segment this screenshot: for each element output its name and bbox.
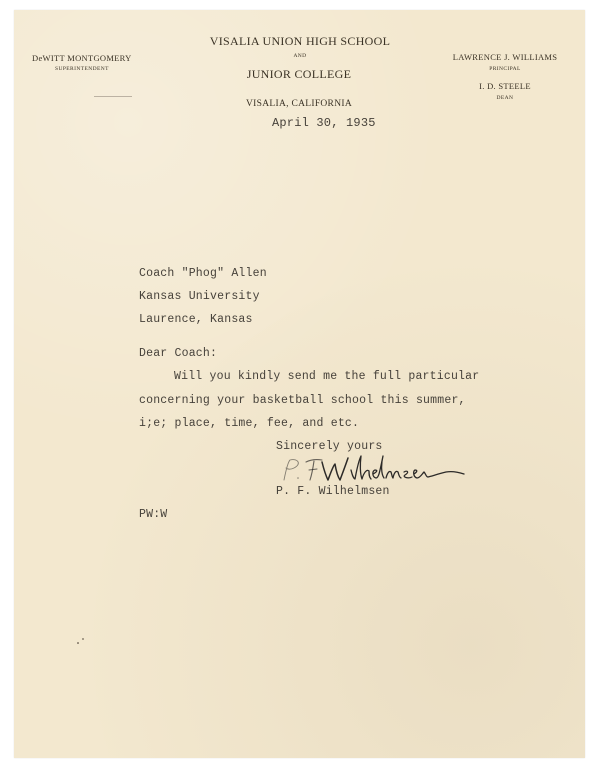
paper-speck	[82, 638, 84, 640]
letter-page	[14, 10, 585, 758]
letter-date: April 30, 1935	[272, 116, 376, 130]
paper-speck	[77, 642, 79, 644]
principal-name: LAWRENCE J. WILLIAMS	[452, 52, 558, 62]
reference-initials: PW:W	[139, 508, 168, 521]
recipient-line: Coach "Phog" Allen	[139, 267, 267, 280]
college-name: JUNIOR COLLEGE	[246, 67, 352, 81]
and-word: AND	[293, 53, 307, 59]
body-line: i;e; place, time, fee, and etc.	[139, 417, 360, 430]
body-line: Will you kindly send me the full particular	[174, 370, 480, 383]
recipient-line: Kansas University	[139, 290, 260, 303]
handwritten-signature	[276, 450, 476, 490]
school-name: VISALIA UNION HIGH SCHOOL	[209, 34, 391, 48]
principal-title: PRINCIPAL	[489, 66, 521, 72]
dean-title: DEAN	[496, 95, 514, 101]
typed-signature-name: P. F. Wilhelmsen	[276, 485, 390, 498]
superintendent-name: DeWITT MONTGOMERY	[32, 53, 132, 63]
superintendent-title: SUPERINTENDENT	[55, 66, 109, 72]
closing: Sincerely yours	[276, 440, 383, 453]
recipient-line: Laurence, Kansas	[139, 313, 253, 326]
city-line: VISALIA, CALIFORNIA	[246, 99, 352, 109]
letterhead-rule	[94, 96, 132, 97]
dean-name: I. D. STEELE	[479, 81, 531, 91]
body-line: concerning your basketball school this summer,	[139, 394, 466, 407]
salutation: Dear Coach:	[139, 347, 218, 360]
